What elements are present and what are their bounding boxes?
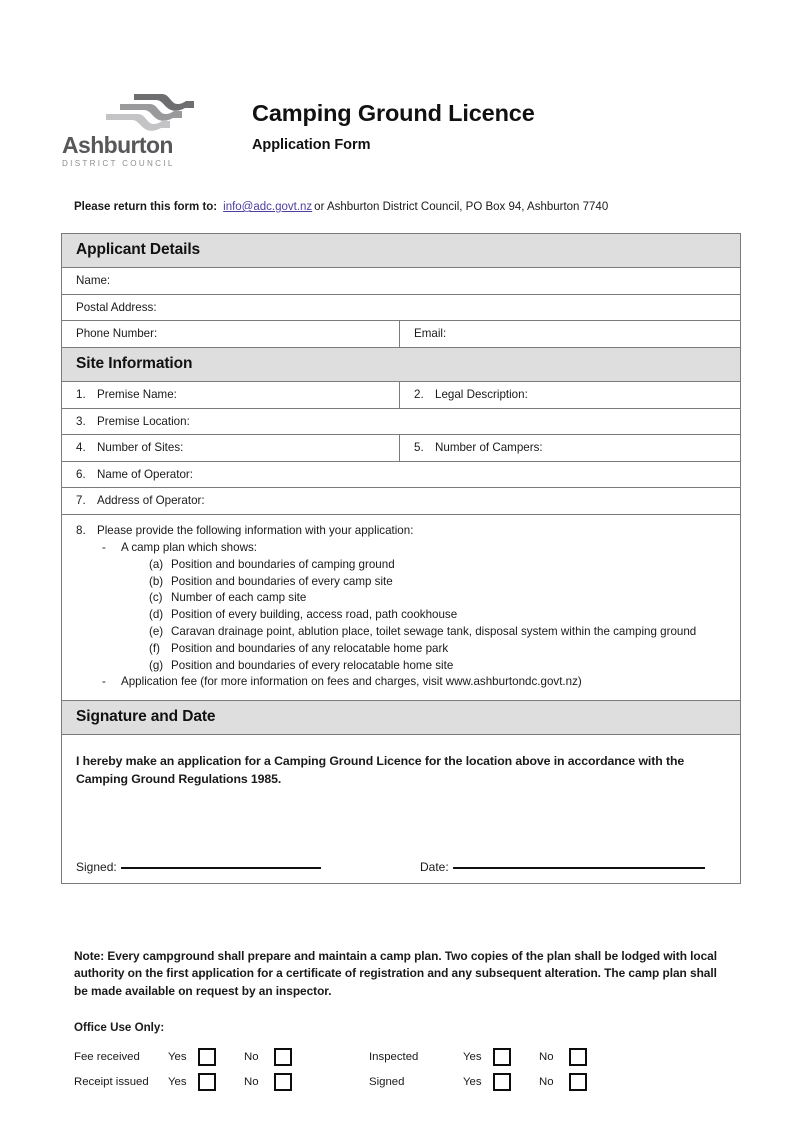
- logo-tagline: DISTRICT COUNCIL: [62, 159, 175, 168]
- alpha-marker-f: (f): [149, 641, 160, 655]
- table-row-name: [62, 268, 740, 295]
- office-label-signed: Signed: [369, 1075, 405, 1088]
- checkbox-signed-yes[interactable]: [493, 1073, 511, 1091]
- office-group-receipt-issued: [74, 1073, 369, 1091]
- checkbox-fee-received-yes[interactable]: [198, 1048, 216, 1066]
- alpha-marker-g: (g): [149, 658, 164, 672]
- required-information-block: [62, 515, 740, 700]
- office-label-fee-received: Fee received: [74, 1050, 140, 1063]
- field-label-postal-address[interactable]: Postal Address:: [76, 300, 157, 314]
- camp-plan-label: A camp plan which shows:: [121, 540, 257, 554]
- list-item: [149, 658, 726, 675]
- office-group-signed: [369, 1073, 587, 1091]
- office-use-section: [74, 1021, 734, 1094]
- section-header-signature-and-date: Signature and Date: [62, 701, 740, 735]
- declaration-text: I hereby make an application for a Camping Ground Licence for the location above in accordance with the Camping Ground Regulations 1985.: [76, 754, 685, 786]
- dash-marker-camp-plan: -: [102, 540, 106, 554]
- alpha-text-d: Position of every building, access road, path cookhouse: [171, 608, 458, 622]
- office-no-label: No: [539, 1075, 554, 1088]
- alpha-text-b: Position and boundaries of every camp site: [171, 574, 393, 588]
- list-item: [149, 557, 726, 574]
- return-instruction: [74, 200, 608, 215]
- date-field[interactable]: [420, 859, 726, 875]
- office-no-label: No: [244, 1075, 259, 1088]
- item-label-8: Please provide the following information with your application:: [97, 524, 414, 538]
- field-address-of-operator[interactable]: [62, 488, 740, 514]
- date-label: Date:: [420, 859, 449, 874]
- item-number-1: 1.: [76, 387, 86, 401]
- table-row-signature-body: [62, 735, 740, 884]
- office-use-title: Office Use Only:: [74, 1021, 165, 1034]
- field-number-of-campers[interactable]: [400, 435, 740, 461]
- page-title: Camping Ground Licence: [252, 100, 535, 126]
- section-header-site-information: Site Information: [62, 348, 740, 382]
- wave-bands-logo-icon: [102, 92, 194, 132]
- table-row-required-information: [62, 515, 740, 701]
- table-row-premise-name-legal: [62, 382, 740, 409]
- item-number-3: 3.: [76, 414, 86, 428]
- council-logo: [60, 92, 192, 168]
- office-yes-label: Yes: [168, 1050, 187, 1063]
- item-number-7: 7.: [76, 494, 86, 508]
- email-link[interactable]: info@adc.govt.nz: [223, 201, 313, 213]
- office-yes-label: Yes: [168, 1075, 187, 1088]
- office-no-label: No: [539, 1050, 554, 1063]
- item-number-6: 6.: [76, 467, 86, 481]
- field-label-email[interactable]: Email:: [414, 327, 447, 341]
- field-label-name[interactable]: Name:: [76, 274, 111, 287]
- alpha-text-a: Position and boundaries of camping ground: [171, 557, 395, 571]
- camp-plan-sub-list: [149, 557, 726, 675]
- signature-fields: [76, 859, 726, 875]
- office-label-inspected: Inspected: [369, 1050, 419, 1063]
- item-label-7: Address of Operator:: [97, 494, 205, 508]
- office-yes-label: Yes: [463, 1075, 482, 1088]
- alpha-marker-c: (c): [149, 591, 163, 605]
- office-group-fee-received: [74, 1048, 369, 1066]
- signed-field[interactable]: [76, 859, 420, 875]
- office-no-label: No: [244, 1050, 259, 1063]
- list-item: [149, 574, 726, 591]
- main-form-table: [61, 233, 741, 884]
- item-label-1: Premise Name:: [97, 387, 177, 401]
- item-label-5: Number of Campers:: [435, 441, 543, 455]
- item-label-2: Legal Description:: [435, 387, 528, 401]
- table-row-address-of-operator: [62, 488, 740, 515]
- checkbox-inspected-yes[interactable]: [493, 1048, 511, 1066]
- application-fee-text: Application fee (for more information on fees and charges, visit www.ashburtondc.govt.nz): [121, 675, 582, 689]
- office-row-receipt-signed: [74, 1069, 734, 1094]
- return-lead: Please return this form to:: [74, 201, 218, 213]
- item-number-8: 8.: [76, 524, 86, 538]
- dash-marker-application-fee: -: [102, 675, 106, 689]
- logo-wordmark: Ashburton: [62, 132, 173, 158]
- alpha-text-f: Position and boundaries of any relocatable home park: [171, 641, 449, 655]
- item-number-2: 2.: [414, 387, 424, 401]
- alpha-text-g: Position and boundaries of every relocatable home site: [171, 658, 454, 672]
- field-premise-name[interactable]: [62, 382, 400, 408]
- field-premise-location[interactable]: [62, 409, 740, 435]
- office-row-fee-inspected: [74, 1044, 734, 1069]
- alpha-text-c: Number of each camp site: [171, 591, 307, 605]
- alpha-marker-d: (d): [149, 608, 164, 622]
- office-label-receipt-issued: Receipt issued: [74, 1075, 149, 1088]
- alpha-marker-e: (e): [149, 624, 164, 638]
- alpha-text-e: Caravan drainage point, ablution place, toilet sewage tank, disposal system within the camping ground: [171, 624, 697, 638]
- document-header: [60, 92, 750, 170]
- table-row-sites-campers: [62, 435, 740, 462]
- item-number-5: 5.: [414, 441, 424, 455]
- return-rest: or Ashburton District Council, PO Box 94, Ashburton 7740: [314, 201, 609, 213]
- camp-plan-bullet: [102, 540, 726, 557]
- checkbox-inspected-no[interactable]: [569, 1048, 587, 1066]
- item-label-4: Number of Sites:: [97, 441, 184, 455]
- list-item: [149, 590, 726, 607]
- item-number-4: 4.: [76, 441, 86, 455]
- table-row-name-of-operator: [62, 462, 740, 489]
- list-item: [149, 624, 726, 641]
- signature-block: [62, 735, 740, 883]
- date-rule[interactable]: [453, 867, 705, 869]
- signature-rule[interactable]: [121, 867, 321, 869]
- note-text: Note: Every campground shall prepare and maintain a camp plan. Two copies of the plan shall be lodged with local authority on the first application for a certificate of registration and any subsequent alteration. The camp plan shall be made available on request by an inspector.: [74, 949, 718, 998]
- checkbox-fee-received-no[interactable]: [274, 1048, 292, 1066]
- alpha-marker-a: (a): [149, 557, 164, 571]
- page-subtitle: Application Form: [252, 137, 371, 154]
- alpha-marker-b: (b): [149, 574, 164, 588]
- section-header-applicant-details: Applicant Details: [62, 234, 740, 268]
- checkbox-receipt-issued-yes[interactable]: [198, 1073, 216, 1091]
- field-label-phone-number[interactable]: Phone Number:: [62, 321, 400, 347]
- table-row-phone-email: [62, 321, 740, 348]
- office-group-inspected: [369, 1048, 587, 1066]
- table-row-premise-location: [62, 409, 740, 436]
- checkbox-signed-no[interactable]: [569, 1073, 587, 1091]
- application-fee-bullet: [102, 674, 726, 691]
- item-label-3: Premise Location:: [97, 414, 190, 428]
- field-legal-description[interactable]: [400, 382, 740, 408]
- item-label-6: Name of Operator:: [97, 467, 194, 481]
- list-item: [149, 607, 726, 624]
- title-block: [192, 92, 535, 153]
- checkbox-receipt-issued-no[interactable]: [274, 1073, 292, 1091]
- field-name-of-operator[interactable]: [62, 462, 740, 488]
- signed-label: Signed:: [76, 859, 117, 874]
- item-8-heading: [76, 523, 726, 540]
- office-yes-label: Yes: [463, 1050, 482, 1063]
- field-number-of-sites[interactable]: [62, 435, 400, 461]
- table-row-postal-address: [62, 295, 740, 322]
- list-item: [149, 641, 726, 658]
